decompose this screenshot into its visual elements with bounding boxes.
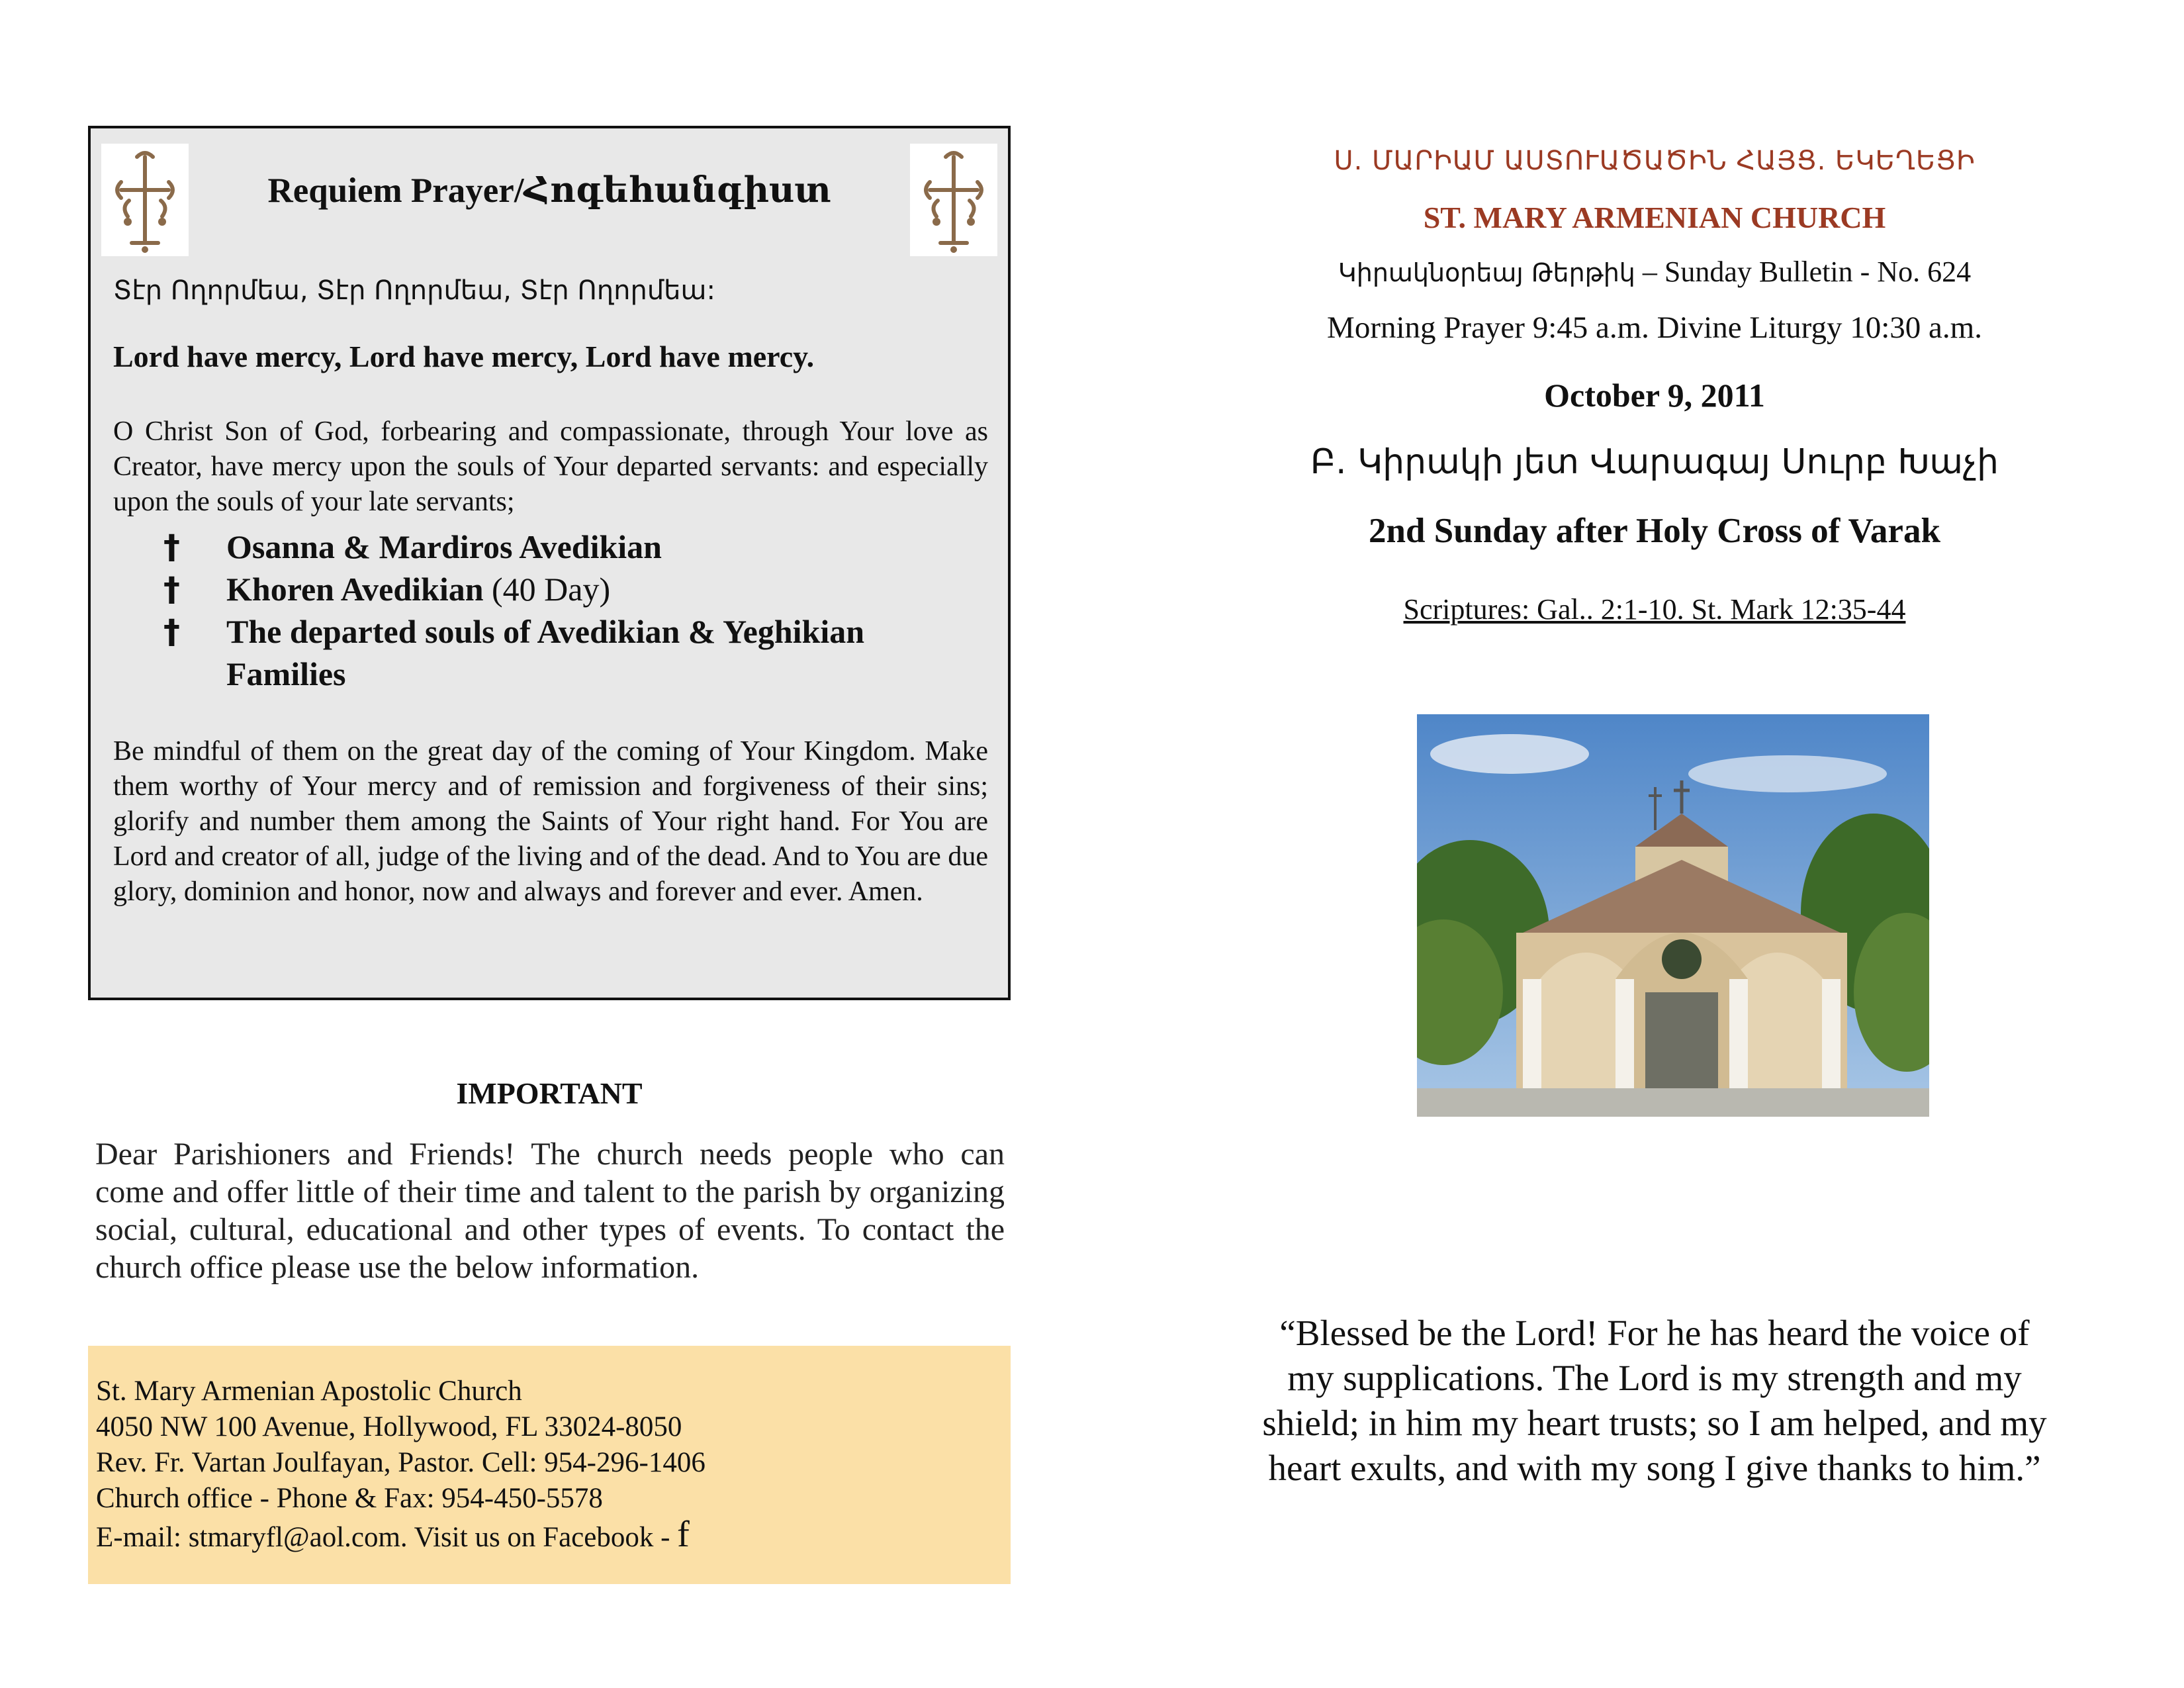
bulletin-line [1257,255,2052,289]
requiem-title: Requiem Prayer/Հոգեհանգիստ [267,171,831,210]
dagger-icon: † [163,528,180,566]
dagger-icon: † [163,612,180,651]
requiem-prayer-box [88,126,1011,1000]
scriptures-reference: Scriptures: Gal.. 2:1-10. St. Mark 12:35-44 [1403,593,1906,626]
english-mercy-line: Lord have mercy, Lord have mercy, Lord have mercy. [113,340,815,373]
pastor-line: Rev. Fr. Vartan Joulfayan, Pastor. Cell: 954-296-1406 [96,1447,705,1478]
email-text: E-mail: stmaryfl@aol.com. Visit us on Facebook - [96,1522,678,1553]
church-photo [1417,714,1929,1117]
church-name-english: ST. MARY ARMENIAN CHURCH [1423,201,1886,234]
email-line [96,1514,1011,1556]
address-line: 4050 NW 100 Avenue, Hollywood, FL 33024-8050 [96,1411,682,1442]
dagger-icon: † [163,570,180,608]
departed-note: (40 Day) [483,571,611,608]
departed-name: Osanna & Mardiros Avedikian [226,528,662,565]
important-body: Dear Parishioners and Friends! The church needs people who can come and offer little of their time and talent to the parish by organizing social, cultural, educational and other types of events. To contact the church office please use the below information. [95,1137,1005,1285]
requiem-paragraph-1: O Christ Son of God, forbearing and compassionate, through Your love as Creator, have mercy upon the souls of Your departed servants: and especially upon the souls of your late servants; [113,416,988,517]
important-heading: IMPORTANT [456,1076,643,1110]
list-item [163,526,988,568]
departed-names-list [163,526,988,695]
scripture-quote: “Blessed be the Lord! For he has heard the voice of my supplications. The Lord is my strength and my shield; in him my heart trusts; so I am helped, and my heart exults, and with my song I give thanks to him.” [1262,1313,2047,1488]
service-times: Morning Prayer 9:45 a.m. Divine Liturgy 10:30 a.m. [1327,310,1982,345]
sunday-title-armenian: Բ. Կիրակի յետ Վարագայ Սուրբ Խաչի [1310,442,1999,482]
church-name-line: St. Mary Armenian Apostolic Church [96,1376,522,1407]
sunday-title-english: 2nd Sunday after Holy Cross of Varak [1369,512,1940,550]
church-name-armenian: Ս. ՄԱՐԻԱՄ ԱՍՏՈՒԱԾԱԾԻՆ ՀԱՅՑ. ԵԿԵՂԵՑԻ [1334,146,1976,176]
list-item [163,610,988,695]
bulletin-english: – Sunday Bulletin - No. 624 [1635,256,1972,288]
requiem-paragraph-2: Be mindful of them on the great day of the coming of Your Kingdom. Make them worthy of Your mercy and of remission and forgiveness of their sins; glorify and number them among the Saints of Your right hand. For You are Lord and creator of all, judge of the living and of the dead. And to You are due glory, dominion and honor, now and always and forever and ever. Amen. [113,736,988,907]
bulletin-date: October 9, 2011 [1544,377,1765,414]
list-item [163,568,988,610]
departed-name: The departed souls of Avedikian & Yeghikian Families [226,613,865,692]
contact-box [88,1346,1011,1584]
departed-name: Khoren Avedikian [226,571,484,608]
office-phone-line: Church office - Phone & Fax: 954-450-5578 [96,1483,603,1514]
facebook-icon: f [677,1514,690,1555]
armenian-mercy-line: Տէր Ողորմեա, Տէր Ողորմեա, Տէր Ողորմեա: [113,275,715,306]
bulletin-armenian: Կիրակնօրեայ Թերթիկ [1338,258,1635,287]
